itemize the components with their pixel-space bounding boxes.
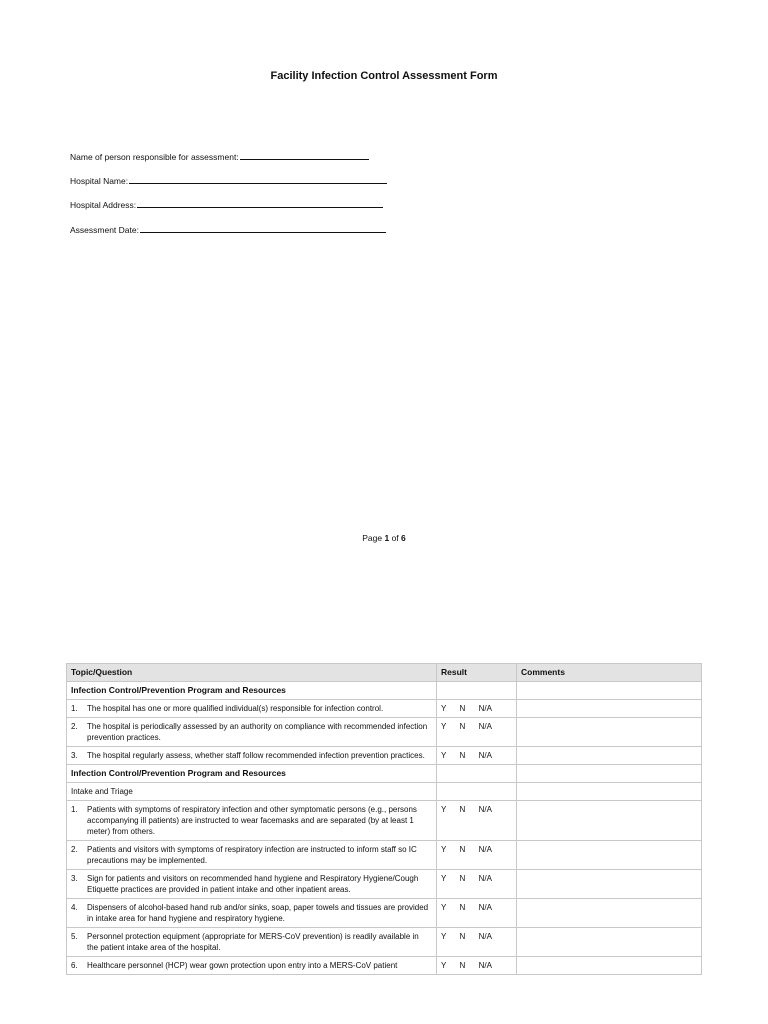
hospital-name-field (70, 174, 387, 186)
table-row (67, 700, 702, 718)
comment-cell[interactable] (517, 801, 702, 841)
result-options[interactable]: Y N N/A (441, 805, 492, 814)
comment-cell[interactable] (517, 700, 702, 718)
table-row (67, 747, 702, 765)
hospital-name-line[interactable] (129, 174, 387, 184)
table-row (67, 957, 702, 975)
hospital-address-field (70, 198, 383, 210)
question-text: Healthcare personnel (HCP) wear gown protection upon entry into a MERS-CoV patient (87, 961, 398, 970)
comment-cell[interactable] (517, 718, 702, 747)
result-options[interactable]: Y N N/A (441, 903, 492, 912)
question-number: 3. (71, 751, 78, 760)
subsection-row (67, 783, 702, 801)
result-options[interactable]: Y N N/A (441, 845, 492, 854)
header-result: Result (437, 664, 517, 682)
hospital-address-label: Hospital Address: (70, 200, 137, 210)
table-header-row (67, 664, 702, 682)
table-row (67, 841, 702, 870)
question-text: The hospital regularly assess, whether staff follow recommended infection prevention practices. (87, 751, 425, 760)
section-title: Infection Control/Prevention Program and Resources (67, 765, 437, 783)
assessor-name-field (70, 150, 369, 162)
question-number: 4. (71, 903, 78, 912)
comment-cell[interactable] (517, 899, 702, 928)
question-text: The hospital is periodically assessed by an authority on compliance with recommended infection prevention practices. (87, 722, 428, 742)
comment-cell[interactable] (517, 747, 702, 765)
header-comments: Comments (517, 664, 702, 682)
section-title: Infection Control/Prevention Program and Resources (67, 682, 437, 700)
assessment-date-field (70, 223, 386, 235)
comment-cell[interactable] (517, 841, 702, 870)
assessment-date-label: Assessment Date: (70, 225, 139, 235)
subsection-title: Intake and Triage (67, 783, 437, 801)
assessment-table (66, 663, 702, 975)
question-text: Personnel protection equipment (appropriate for MERS-CoV prevention) is readily available in the patient intake area of the hospital. (87, 932, 419, 952)
question-number: 6. (71, 961, 78, 970)
question-number: 3. (71, 874, 78, 883)
question-text: Sign for patients and visitors on recommended hand hygiene and Respiratory Hygiene/Cough Etiquette practices are provided in patient intake and other inpatient areas. (87, 874, 419, 894)
header-topic: Topic/Question (67, 664, 437, 682)
table-row (67, 801, 702, 841)
comment-cell[interactable] (517, 957, 702, 975)
question-number: 1. (71, 704, 78, 713)
result-options[interactable]: Y N N/A (441, 751, 492, 760)
question-text: Dispensers of alcohol-based hand rub and/or sinks, soap, paper towels and tissues are provided in intake area for hand hygiene and respiratory hygiene. (87, 903, 429, 923)
page-number: Page 1 of 6 (362, 533, 406, 543)
result-options[interactable]: Y N N/A (441, 722, 492, 731)
table-row (67, 718, 702, 747)
question-text: The hospital has one or more qualified individual(s) responsible for infection control. (87, 704, 384, 713)
question-number: 2. (71, 722, 78, 731)
assessment-date-line[interactable] (140, 223, 386, 233)
result-options[interactable]: Y N N/A (441, 874, 492, 883)
result-options[interactable]: Y N N/A (441, 932, 492, 941)
hospital-address-line[interactable] (137, 198, 383, 208)
comment-cell[interactable] (517, 870, 702, 899)
table-row (67, 899, 702, 928)
result-options[interactable]: Y N N/A (441, 961, 492, 970)
assessor-name-line[interactable] (240, 150, 369, 160)
result-options[interactable]: Y N N/A (441, 704, 492, 713)
question-text: Patients with symptoms of respiratory infection and other symptomatic persons (e.g., persons accompanying ill patients) are instructed to wear facemasks and are separated (by at least 1 meter) from others. (87, 805, 417, 836)
question-number: 1. (71, 805, 78, 814)
assessor-name-label: Name of person responsible for assessment: (70, 152, 239, 162)
question-text: Patients and visitors with symptoms of respiratory infection are instructed to inform staff so IC precautions may be implemented. (87, 845, 417, 865)
hospital-name-label: Hospital Name: (70, 176, 129, 186)
table-row (67, 870, 702, 899)
question-number: 2. (71, 845, 78, 854)
comment-cell[interactable] (517, 928, 702, 957)
question-number: 5. (71, 932, 78, 941)
table-row (67, 928, 702, 957)
form-title: Facility Infection Control Assessment Form (270, 70, 498, 82)
section-row (67, 765, 702, 783)
section-row (67, 682, 702, 700)
